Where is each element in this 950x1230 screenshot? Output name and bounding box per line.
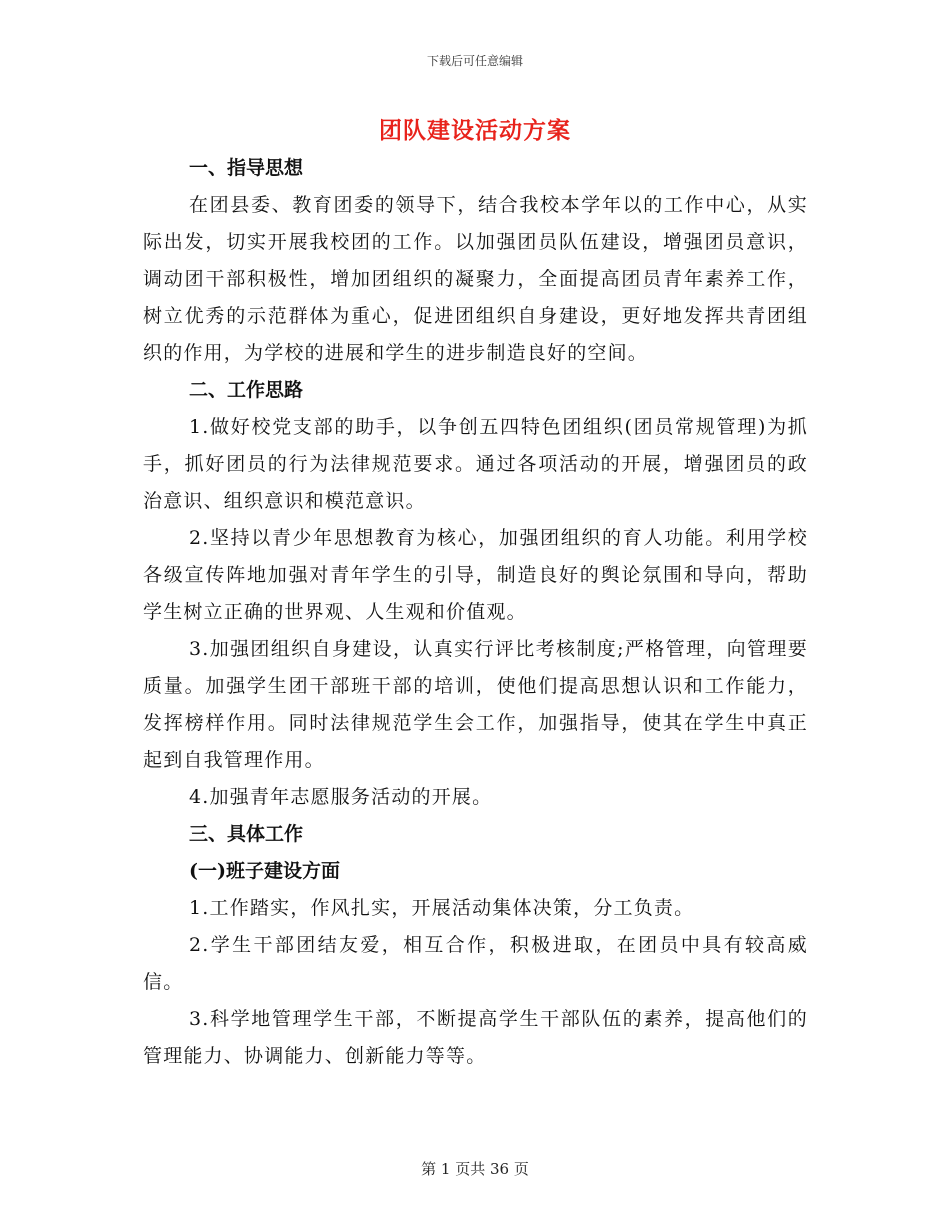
paragraph: 1.工作踏实，作风扎实，开展活动集体决策，分工负责。 xyxy=(189,897,695,919)
section-heading: 二、工作思路 xyxy=(189,379,304,401)
page-number: 第 1 页共 36 页 xyxy=(421,1160,529,1178)
paragraph: 1.做好校党支部的助手，以争创五四特色团组织(团员常规管理)为抓手，抓好团员的行为法律规范要求。通过各项活动的开展，增强团员的政治意识、组织意识和模范意识。 xyxy=(143,416,808,512)
subsection-heading: (一)班子建设方面 xyxy=(189,860,340,882)
paragraph: 2.坚持以青少年思想教育为核心，加强团组织的育人功能。利用学校各级宣传阵地加强对青年学生的引导，制造良好的舆论氛围和导向，帮助学生树立正确的世界观、人生观和价值观。 xyxy=(143,527,808,623)
paragraph: 4.加强青年志愿服务活动的开展。 xyxy=(189,786,493,808)
paragraph: 3.加强团组织自身建设，认真实行评比考核制度;严格管理，向管理要质量。加强学生团干部班干部的培训，使他们提高思想认识和工作能力，发挥榜样作用。同时法律规范学生会工作，加强指导，使其在学生中真正起到自我管理作用。 xyxy=(143,638,808,771)
paragraph: 2.学生干部团结友爱，相互合作，积极进取，在团员中具有较高威信。 xyxy=(143,934,808,993)
paragraph: 3.科学地管理学生干部，不断提高学生干部队伍的素养，提高他们的管理能力、协调能力、创新能力等等。 xyxy=(143,1008,808,1067)
paragraph: 在团县委、教育团委的领导下，结合我校本学年以的工作中心，从实际出发，切实开展我校团的工作。以加强团员队伍建设，增强团员意识，调动团干部积极性，增加团组织的凝聚力，全面提高团员青年素养工作，树立优秀的示范群体为重心，促进团组织自身建设，更好地发挥共青团组织的作用，为学校的进展和学生的进步制造良好的空间。 xyxy=(143,194,808,364)
page-header: 下载后可任意编辑 xyxy=(426,54,523,68)
section-heading: 三、具体工作 xyxy=(189,823,304,845)
document-body xyxy=(143,150,808,1075)
document-title: 团队建设活动方案 xyxy=(379,117,571,144)
section-heading: 一、指导思想 xyxy=(189,157,304,179)
